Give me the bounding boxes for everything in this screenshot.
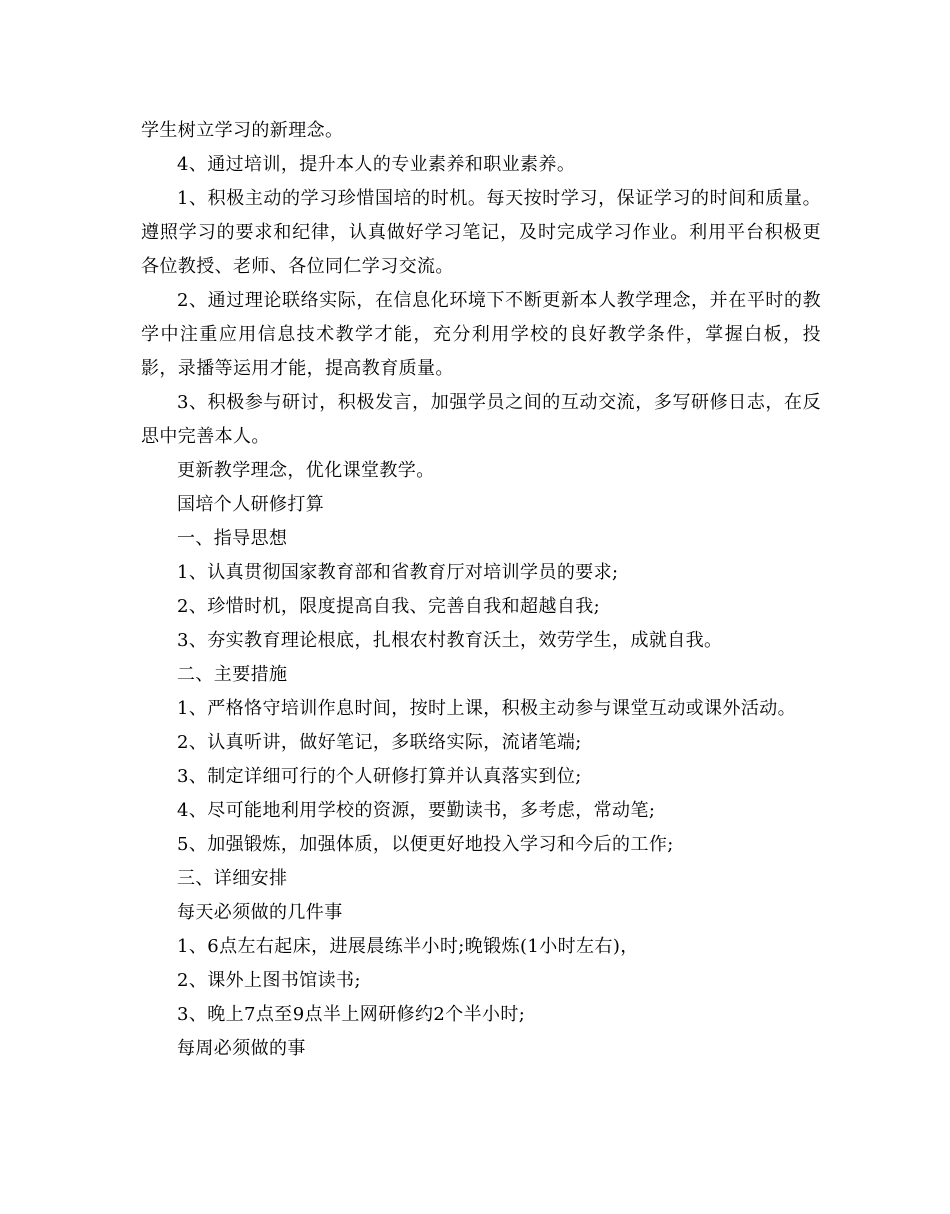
list-item: 3、晚上7点至9点半上网研修约2个半小时; — [177, 1004, 526, 1025]
list-item: 3、制定详细可行的个人研修打算并认真落实到位; — [177, 766, 582, 787]
list-item: 2、珍惜时机，限度提高自我、完善自我和超越自我; — [177, 596, 601, 617]
paragraph: 3、积极参与研讨，积极发言，加强学员之间的互动交流，多写研修日志，在反思中完善本人。 — [141, 392, 821, 447]
list-item: 1、严格恪守培训作息时间，按时上课，积极主动参与课堂互动或课外活动。 — [177, 698, 797, 719]
section-heading: 一、指导思想 — [177, 528, 288, 549]
paragraph: 国培个人研修打算 — [177, 494, 325, 515]
paragraph: 1、积极主动的学习珍惜国培的时机。每天按时学习，保证学习的时间和质量。遵照学习的要求和纪律，认真做好学习笔记，及时完成学习作业。利用平台积极更各位教授、老师、各位同仁学习交流。 — [141, 188, 821, 277]
list-item: 5、加强锻炼，加强体质，以便更好地投入学习和今后的工作; — [177, 834, 674, 855]
subheading: 每天必须做的几件事 — [177, 902, 343, 923]
list-item: 1、认真贯彻国家教育部和省教育厅对培训学员的要求; — [177, 562, 619, 583]
list-item: 4、尽可能地利用学校的资源，要勤读书，多考虑，常动笔; — [177, 800, 656, 821]
list-item: 1、6点左右起床，进展晨练半小时;晚锻炼(1小时左右)， — [177, 936, 639, 957]
section-heading: 二、主要措施 — [177, 664, 288, 685]
subheading: 每周必须做的事 — [177, 1038, 306, 1059]
document-body — [141, 114, 821, 1066]
paragraph: 学生树立学习的新理念。 — [141, 120, 344, 141]
section-heading: 三、详细安排 — [177, 868, 288, 889]
list-item: 2、认真听讲，做好笔记，多联络实际，流诸笔端; — [177, 732, 582, 753]
paragraph: 4、通过培训，提升本人的专业素养和职业素养。 — [177, 154, 576, 175]
list-item: 3、夯实教育理论根底，扎根农村教育沃土，效劳学生，成就自我。 — [177, 630, 723, 651]
paragraph: 2、通过理论联络实际，在信息化环境下不断更新本人教学理念，并在平时的教学中注重应用信息技术教学才能，充分利用学校的良好教学条件，掌握白板，投影，录播等运用才能，提高教育质量。 — [141, 290, 821, 379]
paragraph: 更新教学理念，优化课堂教学。 — [177, 460, 435, 481]
list-item: 2、课外上图书馆读书; — [177, 970, 361, 991]
